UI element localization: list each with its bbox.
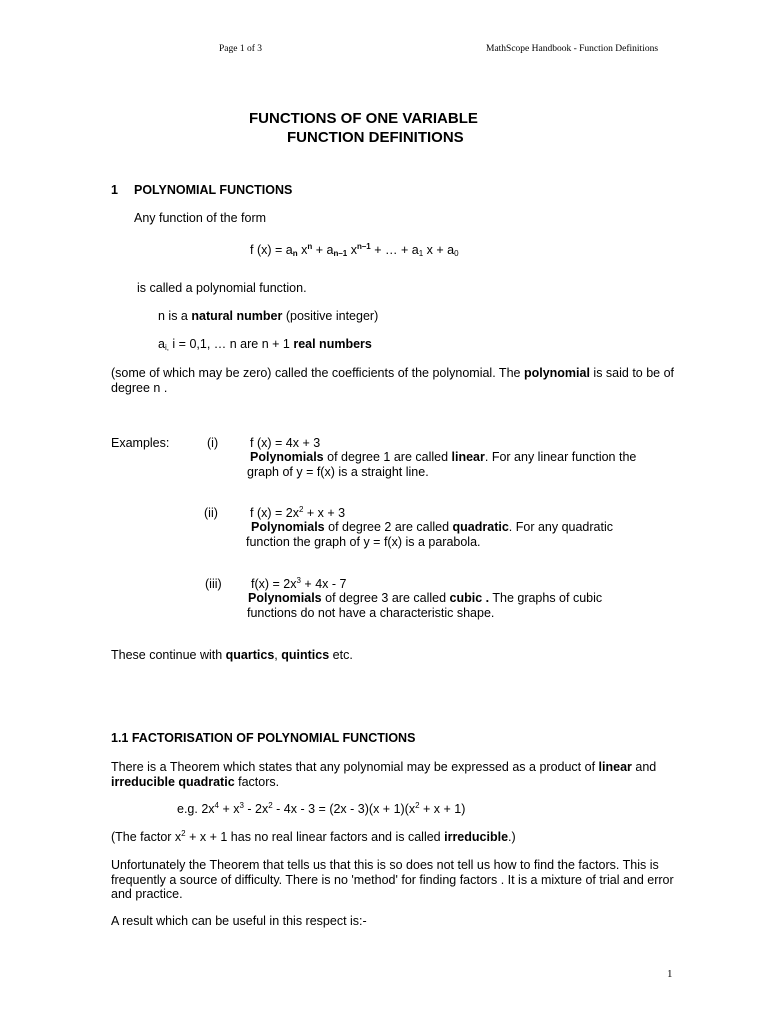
example-2-description: Polynomials of degree 2 are called quadratic. For any quadratic function the graph of y = f(x) is a parabola. <box>246 520 613 549</box>
polynomial-formula: f $(x) = a_n$ $x^n + a_{n-1}$ $x^{n-1}$ + … + $a_1$ $x + a_0$ <box>250 242 459 258</box>
example-2-formula: f $(x) = 2x^2 + x + 3$ <box>250 505 346 520</box>
unfortunately-paragraph: Unfortunately the Theorem that tells us that this is so does not tell us how to find the factors. This is frequently a source of difficulty. There is no 'method' for finding factors . It is a mixture of trial and error and practice. <box>111 858 674 901</box>
real-numbers-line: $a_{i,}$ i = 0,1, … n are n + 1 real numbers <box>158 337 372 352</box>
example-1-number: (i) <box>207 436 219 450</box>
example-2-number: (ii) <box>204 506 218 520</box>
example-3-number: (iii) <box>205 577 222 591</box>
page-number: 1 <box>667 968 673 980</box>
example-1-description: Polynomials of degree 1 are called linear. For any linear function the graph of y = f(x) is a straight line. <box>247 450 637 479</box>
document-title: MathScope Handbook - Function Definitions <box>486 44 659 54</box>
section-1-1-heading: 1.1 FACTORISATION OF POLYNOMIAL FUNCTIONS <box>111 731 416 745</box>
coefficients-paragraph: (some of which may be zero) called the coefficients of the polynomial. The polynomial is said to be of degree n . <box>111 366 675 395</box>
page-label: Page 1 of 3 <box>219 44 263 54</box>
called-polynomial-text: is called a polynomial function. <box>137 281 307 295</box>
irreducible-note: (The factor $x^2 + x + 1$ has no real linear factors and is called irreducible.) <box>111 829 516 844</box>
section-1-heading: POLYNOMIAL FUNCTIONS <box>134 183 293 197</box>
page-title-line2: FUNCTION DEFINITIONS <box>287 129 464 146</box>
factorisation-example: e.g. $2x^4 + x^3 - 2x^2 - 4x - 3 = (2x - 3)(x + 1)(x^2 + x + 1)$ <box>177 801 466 816</box>
examples-label: Examples: <box>111 436 170 450</box>
continue-line: These continue with quartics, quintics etc. <box>111 648 353 662</box>
example-3-formula: $f(x) = 2x^3 + 4x - 7$ <box>251 576 347 591</box>
example-3-description: Polynomials of degree 3 are called cubic . The graphs of cubic functions do not have a characteristic shape. <box>247 591 603 620</box>
section-1-number: 1 <box>111 183 118 197</box>
example-1-formula: f (x) = 4x + 3 <box>250 436 321 450</box>
page-title-line1: FUNCTIONS OF ONE VARIABLE <box>249 110 478 127</box>
useful-result-line: A result which can be useful in this respect is:- <box>111 914 367 928</box>
natural-number-line: n is a natural number (positive integer) <box>158 309 379 323</box>
intro-text: Any function of the form <box>134 211 267 225</box>
theorem-paragraph: There is a Theorem which states that any polynomial may be expressed as a product of linear and irreducible quadratic factors. <box>111 760 657 789</box>
